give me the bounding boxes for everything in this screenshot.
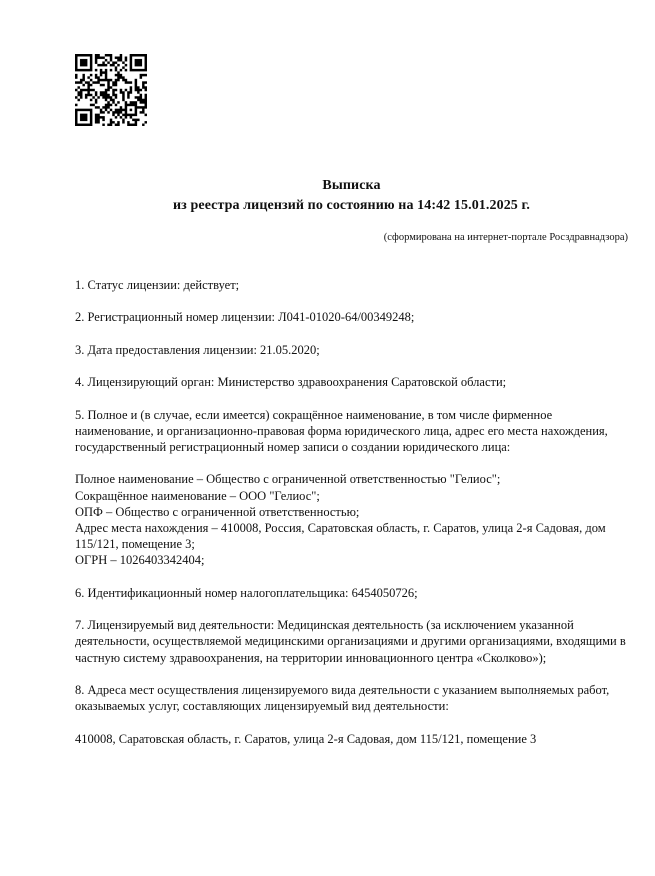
organization-details-block — [75, 471, 628, 568]
document-title-line2: из реестра лицензий по состоянию на 14:42 15.01.2025 г. — [173, 198, 530, 213]
document-body — [75, 277, 628, 747]
org-full-name-line: Полное наименование – Общество с ограниченной ответственностью "Гелиос"; — [75, 472, 501, 487]
document-content — [75, 176, 628, 747]
organization-intro-paragraph: 5. Полное и (в случае, если имеется) сокращённое наименование, в том числе фирменное наименование, и организационно-правовая форма юридического лица, адрес его места нахождения, государственный регистрационный номер записи о создании юридического лица: — [75, 407, 608, 454]
qr-code-image — [75, 54, 147, 126]
org-short-name-line: Сокращённое наименование – ООО "Гелиос"; — [75, 488, 320, 503]
formation-note: (сформирована на интернет-портале Росздравнадзора) — [383, 232, 628, 243]
license-status-paragraph: 1. Статус лицензии: действует; — [75, 278, 240, 292]
activity-addresses-intro-paragraph: 8. Адреса мест осуществления лицензируемого вида деятельности с указанием выполняемых работ, оказываемых услуг, составляющих лицензируемый вид деятельности: — [75, 682, 610, 714]
org-ogrn-line: ОГРН – 1026403342404; — [75, 553, 205, 568]
org-legal-form-line: ОПФ – Общество с ограниченной ответственностью; — [75, 504, 360, 519]
registration-number-paragraph: 2. Регистрационный номер лицензии: Л041-01020-64/00349248; — [75, 310, 415, 325]
document-title-line1: Выписка — [322, 178, 381, 193]
activity-address-paragraph: 410008, Саратовская область, г. Саратов, улица 2-я Садовая, дом 115/121, помещение 3 — [75, 731, 537, 746]
document-title — [75, 176, 628, 216]
org-address-line: Адрес места нахождения – 410008, Россия, Саратовская область, г. Саратов, улица 2-я Садовая, дом 115/121, помещение 3; — [75, 520, 606, 552]
licensed-activity-paragraph: 7. Лицензируемый вид деятельности: Медицинская деятельность (за исключением указанной деятельности, осуществляемой медицинскими организациями и другими организациями, входящими в частную систему здравоохранения, на территории инновационного центра «Сколково»); — [75, 618, 626, 665]
licensing-authority-paragraph: 4. Лицензирующий орган: Министерство здравоохранения Саратовской области; — [75, 375, 507, 390]
grant-date-paragraph: 3. Дата предоставления лицензии: 21.05.2020; — [75, 342, 320, 357]
inn-paragraph: 6. Идентификационный номер налогоплательщика: 6454050726; — [75, 585, 418, 600]
